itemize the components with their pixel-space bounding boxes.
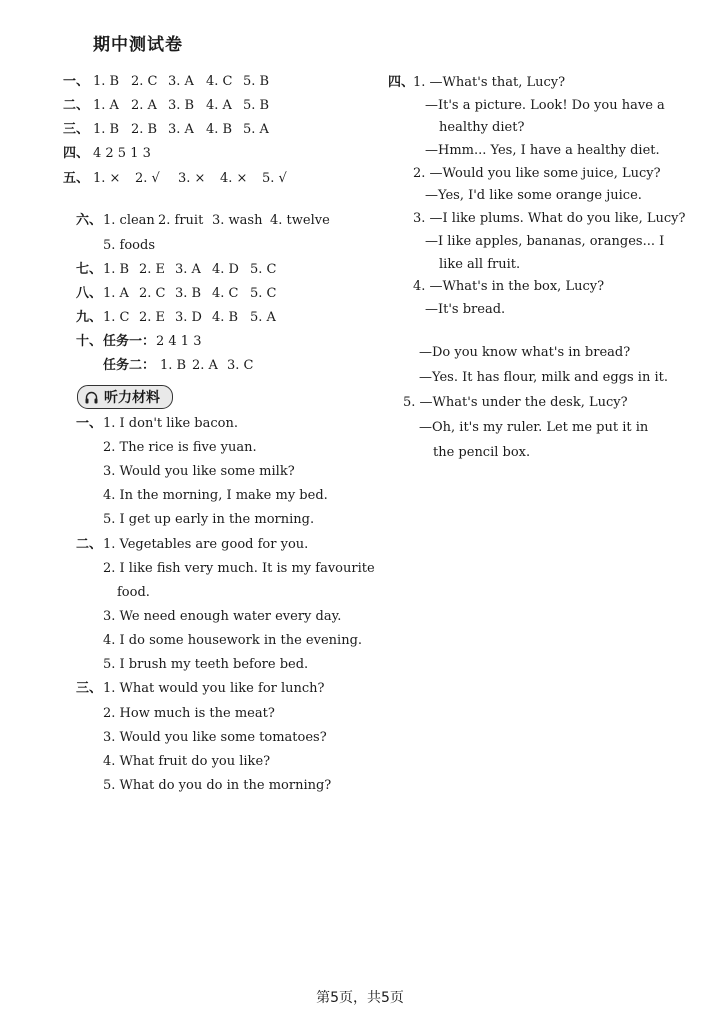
dialogue-line: —Yes. It has flour, milk and eggs in it.	[419, 370, 668, 385]
listening-line: 2. How much is the meat?	[103, 706, 275, 721]
answer-item: 2. A	[131, 98, 157, 113]
section-number: 三、	[76, 681, 103, 696]
answer-item: 2. E	[139, 310, 166, 325]
listening-line: 2. I like fish very much. It is my favourite	[103, 561, 375, 576]
badge-label: 听力材料	[104, 390, 160, 406]
section-number: 一、	[76, 416, 103, 431]
dialogue-line: —Hmm... Yes, I have a healthy diet.	[425, 143, 660, 158]
answer-item: 5. A	[250, 310, 276, 325]
task2-label: 任务二：	[103, 358, 156, 373]
listening-line: 1. Vegetables are good for you.	[103, 537, 309, 552]
dialogue-line: —It's a picture. Look! Do you have a	[425, 98, 665, 113]
dialogue-line: 2. —Would you like some juice, Lucy?	[413, 166, 661, 181]
dialogue-line: —I like apples, bananas, oranges... I	[425, 234, 665, 249]
section-number: 四、	[388, 75, 415, 90]
answer-item: 1. B	[93, 122, 120, 137]
dialogue-line: the pencil box.	[433, 445, 531, 460]
answer-item: 3. wash	[212, 213, 263, 228]
dialogue-line: —Oh, it's my ruler. Let me put it in	[419, 420, 649, 435]
section-number: 四、	[63, 146, 90, 161]
section-number: 九、	[76, 310, 103, 325]
answer-item: 1. C	[103, 310, 130, 325]
answer-sequence: 4 2 5 1 3	[93, 146, 151, 161]
answer-item: 1. A	[103, 286, 129, 301]
answer-item: 2. √	[135, 171, 160, 186]
answer-item: 4. D	[212, 262, 239, 277]
answer-item: 3. C	[227, 358, 254, 373]
page-footer: 第5页，共5页	[316, 990, 404, 1006]
listening-badge	[77, 385, 173, 409]
answer-item: 3. A	[168, 122, 194, 137]
dialogue-line: 3. —I like plums. What do you like, Lucy?	[413, 211, 686, 226]
answer-item: 2. C	[139, 286, 166, 301]
listening-line: 1. I don't like bacon.	[103, 416, 238, 431]
answer-item: 2. E	[139, 262, 166, 277]
listening-line: 4. I do some housework in the evening.	[103, 633, 363, 648]
answer-item: 3. D	[175, 310, 202, 325]
section-number: 十、	[76, 334, 103, 349]
listening-line: 5. What do you do in the morning?	[103, 778, 332, 793]
listening-line: 2. The rice is five yuan.	[103, 440, 257, 455]
answer-item: 1. B	[93, 74, 120, 89]
answer-item: 3. ×	[178, 171, 206, 186]
task1-label: 任务一：	[103, 334, 156, 349]
listening-line: 1. What would you like for lunch?	[103, 681, 325, 696]
dialogue-line: like all fruit.	[439, 257, 521, 272]
answer-item: 1. B	[160, 358, 187, 373]
dialogue-line: 5. —What's under the desk, Lucy?	[403, 395, 628, 410]
section-number: 五、	[63, 171, 90, 186]
answer-item: 5. C	[250, 262, 277, 277]
answer-item: 1. ×	[93, 171, 121, 186]
section-number: 七、	[76, 262, 103, 277]
listening-line: food.	[117, 585, 150, 600]
section-number: 二、	[76, 537, 103, 552]
answer-item: 3. A	[168, 74, 194, 89]
answer-item: 2. B	[131, 122, 158, 137]
answer-item: 4. B	[212, 310, 239, 325]
dialogue-line: 4. —What's in the box, Lucy?	[413, 279, 605, 294]
answer-item: 1. B	[103, 262, 130, 277]
listening-line: 4. What fruit do you like?	[103, 754, 271, 769]
page-title: 期中测试卷	[93, 35, 183, 55]
answer-item: 5. B	[243, 74, 270, 89]
answer-item: 5. foods	[103, 238, 155, 253]
answer-item: 4. C	[212, 286, 239, 301]
answer-item: 4. C	[206, 74, 233, 89]
section-number: 六、	[76, 213, 103, 228]
section-number: 八、	[76, 286, 103, 301]
answer-item: 1. A	[93, 98, 119, 113]
answer-item: 4. ×	[220, 171, 248, 186]
listening-line: 3. We need enough water every day.	[103, 609, 342, 624]
answer-item: 3. A	[175, 262, 201, 277]
answer-item: 3. B	[168, 98, 195, 113]
listening-line: 5. I get up early in the morning.	[103, 512, 315, 527]
answer-item: 5. B	[243, 98, 270, 113]
answer-item: 4. twelve	[270, 213, 330, 228]
answer-item: 3. B	[175, 286, 202, 301]
answer-item: 5. √	[262, 171, 287, 186]
dialogue-line: —Yes, I'd like some orange juice.	[425, 188, 642, 203]
answer-item: 2. A	[192, 358, 218, 373]
section-number: 二、	[63, 98, 90, 113]
dialogue-line: —Do you know what's in bread?	[419, 345, 631, 360]
answer-item: 1. clean	[103, 213, 155, 228]
dialogue-line: 1. —What's that, Lucy?	[413, 75, 566, 90]
answer-item: 5. C	[250, 286, 277, 301]
dialogue-line: healthy diet?	[439, 120, 525, 135]
answer-item: 5. A	[243, 122, 269, 137]
answer-item: 2. fruit	[158, 213, 204, 228]
listening-line: 5. I brush my teeth before bed.	[103, 657, 309, 672]
answer-item: 2. C	[131, 74, 158, 89]
answer-item: 4. B	[206, 122, 233, 137]
dialogue-line: —It's bread.	[425, 302, 506, 317]
listening-line: 3. Would you like some tomatoes?	[103, 730, 327, 745]
task1-value: 2 4 1 3	[156, 334, 202, 349]
listening-line: 4. In the morning, I make my bed.	[103, 488, 328, 503]
section-number: 一、	[63, 74, 90, 89]
headphones-icon	[84, 390, 99, 405]
listening-line: 3. Would you like some milk?	[103, 464, 295, 479]
answer-item: 4. A	[206, 98, 232, 113]
section-number: 三、	[63, 122, 90, 137]
